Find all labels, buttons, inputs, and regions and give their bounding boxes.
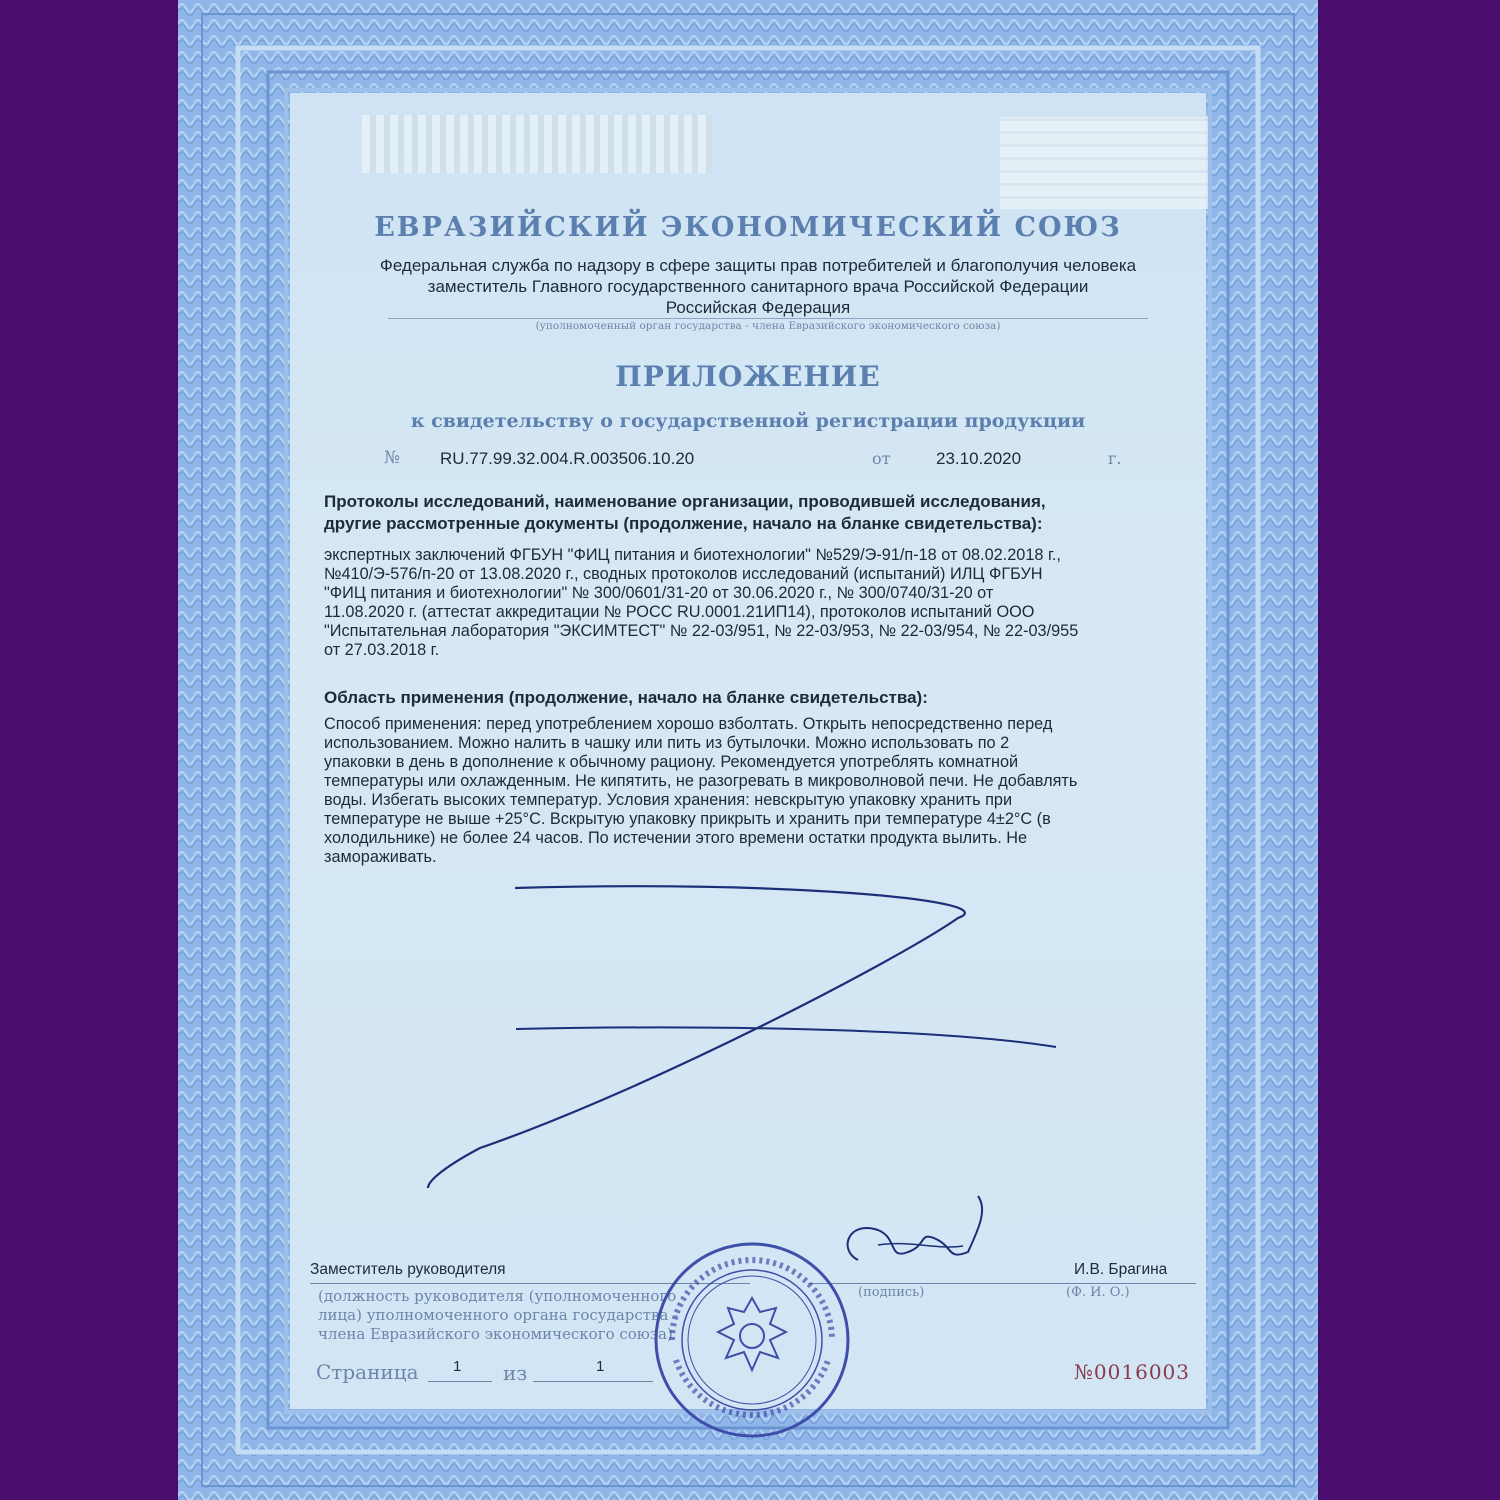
text-line: от 27.03.2018 г. [324, 641, 440, 659]
signer-name: И.В. Брагина [1074, 1261, 1168, 1278]
page-number: 1 [453, 1358, 462, 1375]
authority-hint: (уполномоченный орган государства - члена Евразийского экономического союза) [388, 318, 1148, 332]
from-label: от [872, 449, 891, 468]
name-underline [968, 1283, 1196, 1284]
page-total: 1 [596, 1358, 605, 1375]
page-number-underline [428, 1381, 492, 1382]
appendix-subtitle: к свидетельству о государственной регистрации продукции [410, 410, 1086, 432]
certificate-document [178, 0, 1318, 1500]
text-line: упаковки в день в дополнение к обычному рациону. Рекомендуется употреблять комнатной [324, 753, 1019, 771]
registration-date: 23.10.2020 [936, 449, 1022, 468]
registration-number: RU.77.99.32.004.R.003506.10.20 [440, 449, 695, 468]
authority-line: Федеральная служба по надзору в сфере защиты прав потребителей и благополучия человека [379, 256, 1137, 275]
signature-hint: (подпись) [858, 1285, 925, 1300]
application-heading: Область применения (продолжение, начало на бланке свидетельства): [324, 688, 928, 707]
signer-position: Заместитель руководителя [310, 1261, 506, 1278]
serial-number: №0016003 [1074, 1360, 1190, 1384]
union-title: ЕВРАЗИЙСКИЙ ЭКОНОМИЧЕСКИЙ СОЮЗ [374, 212, 1122, 243]
heading-line: другие рассмотренные документы (продолжение, начало на бланке свидетельства): [324, 514, 1043, 533]
text-line: 11.08.2020 г. (аттестат аккредитации № РОСС RU.0001.21ИП14), протоколов испытаний ООО [324, 603, 1035, 621]
hint-line: члена Евразийского экономического союза) [318, 1325, 673, 1343]
text-line: "ФИЦ питания и биотехнологии" № 300/0601/31-20 от 30.06.2020 г., № 300/0740/31-20 от [324, 584, 994, 602]
text-line: использованием. Можно налить в чашку или пить из бутылочки. Можно использовать по 2 [324, 734, 1010, 752]
authority-line: Российская Федерация [665, 298, 851, 317]
text-line: "Испытательная лаборатория "ЭКСИМТЕСТ" № 22-03/951, № 22-03/953, № 22-03/954, № 22-03/955 [324, 622, 1079, 640]
text-line: замораживать. [324, 848, 437, 866]
authority-line: заместитель Главного государственного санитарного врача Российской Федерации [427, 277, 1089, 296]
fio-hint: (Ф. И. О.) [1066, 1285, 1130, 1300]
page-total-underline [533, 1381, 653, 1382]
heading-line: Протоколы исследований, наименование организации, проводившей исследования, [324, 492, 1046, 511]
year-suffix: г. [1108, 449, 1122, 468]
text-line: воды. Избегать высоких температур. Условия хранения: невскрытую упаковку хранить при [324, 791, 1013, 809]
appendix-title: ПРИЛОЖЕНИЕ [615, 360, 881, 393]
of-label: из [503, 1361, 528, 1385]
hint-line: лица) уполномоченного органа государства - [318, 1306, 679, 1324]
text-line: температуре не выше +25°С. Вскрытую упаковку прикрыть и хранить при температуре 4±2°С (в [324, 810, 1051, 828]
page-label: Страница [316, 1360, 419, 1384]
text-line: экспертных заключений ФГБУН "ФИЦ питания и биотехнологии" №529/Э-91/п-18 от 08.02.2018 г., [324, 546, 1061, 564]
text-line: температуры или охлажденным. Не кипятить, не разогревать в микроволновой печи. Не добавлять [324, 772, 1078, 790]
handwritten-signature [818, 1190, 998, 1290]
text-line: холодильнике) не более 24 часов. По истечении этого времени остатки продукта вылить. Не [324, 829, 1028, 847]
text-line: №410/Э-576/п-20 от 13.08.2020 г., сводных протоколов исследований (испытаний) ИЛЦ ФГБУН [324, 565, 1043, 583]
hint-line: (должность руководителя (уполномоченного [318, 1287, 677, 1305]
text-line: Способ применения: перед употреблением хорошо взболтать. Открыть непосредственно перед [324, 715, 1053, 733]
number-sign: № [384, 448, 401, 468]
